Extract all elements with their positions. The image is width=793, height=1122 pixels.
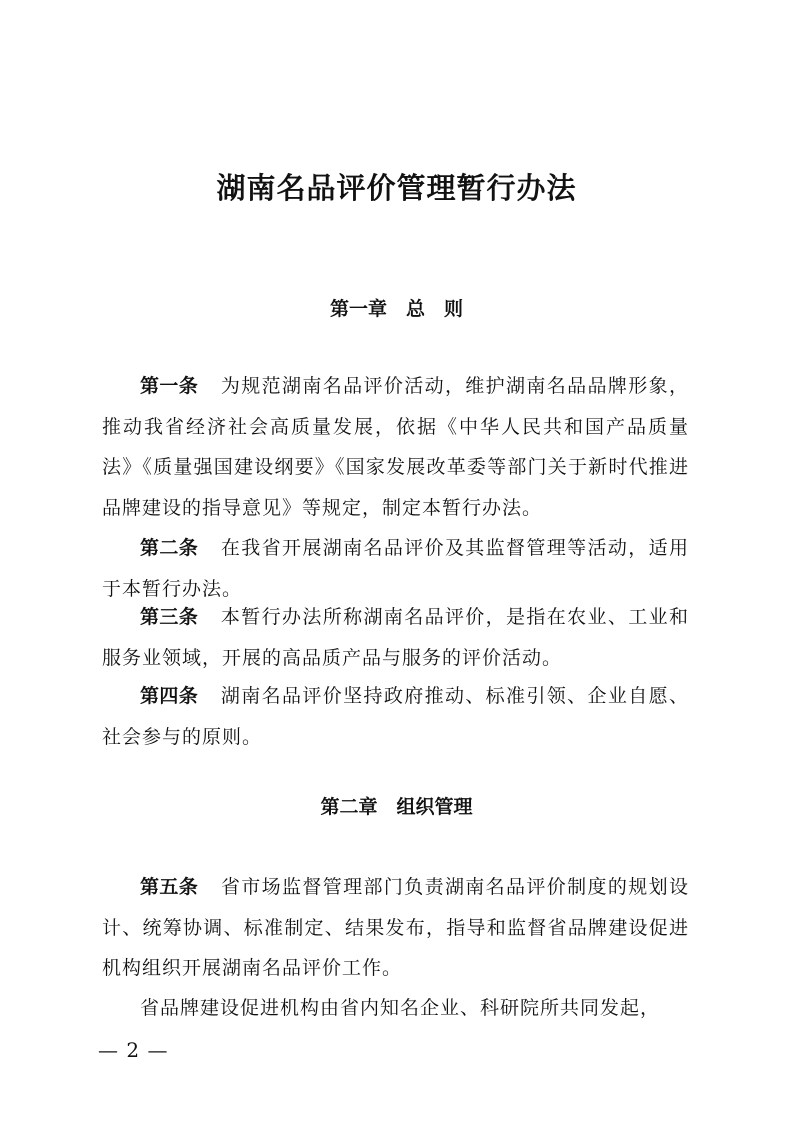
page-number: — 2 — bbox=[98, 1038, 169, 1062]
article-text: 为规范湖南名品评价活动，维护湖南名品品牌形象，推动我省经济社会高质量发展，依据《中华人民共和国产品质量法》《质量强国建设纲要》《国家发展改革委等部门关于新时代推进品牌建设的指导意见》等规定，制定本暂行办法。 bbox=[102, 375, 689, 519]
chapter-heading: 第二章 组织管理 bbox=[320, 796, 473, 818]
article-paragraph bbox=[102, 597, 689, 678]
article-text: 湖南名品评价坚持政府推动、标准引领、企业自愿、社会参与的原则。 bbox=[102, 685, 689, 748]
article-text: 在我省开展湖南名品评价及其监督管理等活动，适用于本暂行办法。 bbox=[102, 537, 689, 600]
article-label: 第四条 bbox=[140, 685, 199, 707]
article-label: 第五条 bbox=[140, 876, 199, 898]
article-label: 第一条 bbox=[140, 375, 199, 397]
chapter-heading: 第一章 总 则 bbox=[329, 298, 463, 320]
article-paragraph bbox=[102, 366, 689, 528]
article-paragraph bbox=[102, 676, 689, 757]
continuation-paragraph: 省品牌建设促进机构由省内知名企业、科研院所共同发起， bbox=[140, 997, 661, 1019]
article-label: 第二条 bbox=[140, 537, 199, 559]
article-label: 第三条 bbox=[140, 606, 199, 628]
document-title: 湖南名品评价管理暂行办法 bbox=[216, 171, 577, 205]
article-text: 本暂行办法所称湖南名品评价，是指在农业、工业和服务业领域，开展的高品质产品与服务的评价活动。 bbox=[102, 606, 689, 669]
article-text: 省市场监督管理部门负责湖南名品评价制度的规划设计、统筹协调、标准制定、结果发布，指导和监督省品牌建设促进机构组织开展湖南名品评价工作。 bbox=[102, 876, 689, 979]
article-paragraph bbox=[102, 867, 689, 989]
